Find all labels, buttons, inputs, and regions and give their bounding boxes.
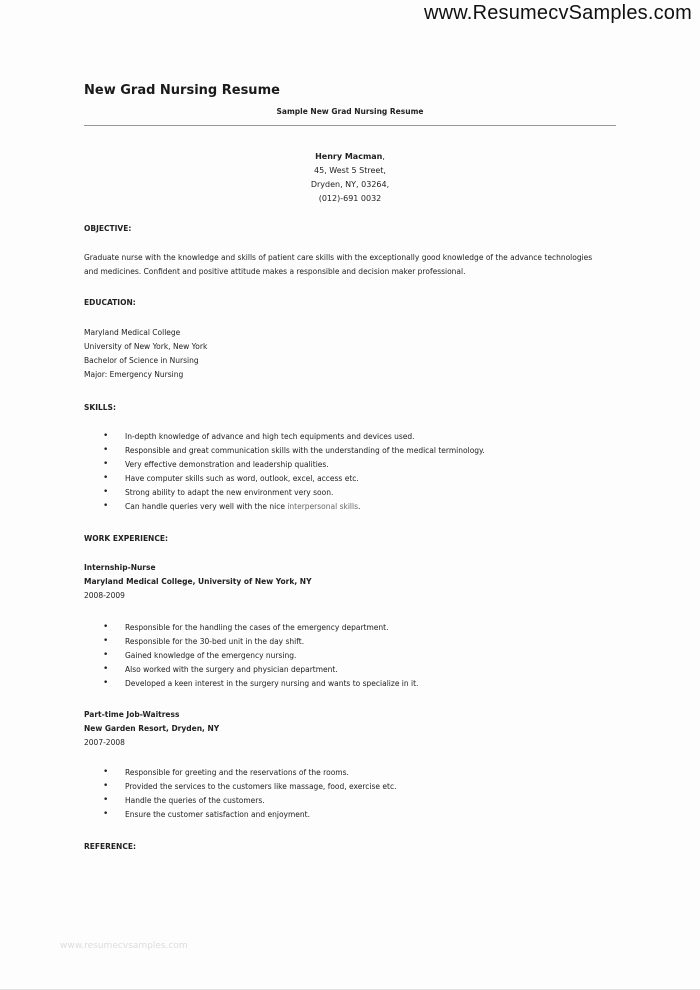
bullet-icon: • <box>103 636 109 646</box>
page-subtitle: Sample New Grad Nursing Resume <box>276 107 424 116</box>
bullet-icon: • <box>103 473 109 483</box>
bullet-icon: • <box>103 622 109 632</box>
education-line: University of New York, New York <box>84 342 208 351</box>
skills-heading: SKILLS: <box>84 403 116 412</box>
site-watermark: www.ResumecvSamples.com <box>423 2 692 24</box>
bullet-icon: • <box>103 501 109 511</box>
bullet-icon: • <box>103 664 109 674</box>
list-item: • In-depth knowledge of advance and high tech equipments and devices used. <box>103 431 415 441</box>
bullet-icon: • <box>103 678 109 688</box>
list-item: • Also worked with the surgery and physician department. <box>103 664 338 674</box>
list-item: • Gained knowledge of the emergency nursing. <box>103 650 297 660</box>
job-duties-list <box>100 766 396 822</box>
list-item: • Can handle queries very well with the nice interpersonal skills. <box>103 501 361 511</box>
job-dates: 2007-2008 <box>84 738 125 747</box>
objective-line-1: Graduate nurse with the knowledge and skills of patient care skills with the exceptionally good knowledge of the advance technologies <box>84 253 593 262</box>
work-experience-heading: WORK EXPERIENCE: <box>84 534 168 543</box>
header-divider <box>84 125 616 126</box>
list-item: • Have computer skills such as word, outlook, excel, access etc. <box>103 473 359 483</box>
contact-address-line-2: Dryden, NY, 03264, <box>310 180 390 189</box>
objective-line-2: and medicines. Confident and positive attitude makes a responsible and decision maker professional. <box>84 267 466 276</box>
job-duties-list <box>100 621 418 691</box>
bullet-icon: • <box>103 650 109 660</box>
list-item: • Ensure the customer satisfaction and enjoyment. <box>103 809 310 819</box>
job-employer: Maryland Medical College, University of New York, NY <box>84 577 312 586</box>
skills-list <box>100 430 485 514</box>
education-line: Major: Emergency Nursing <box>84 370 184 379</box>
job-role: Part-time Job-Waitress <box>84 710 180 719</box>
bullet-icon: • <box>103 445 109 455</box>
list-item: • Responsible for the handling the cases of the emergency department. <box>103 622 389 632</box>
job-dates: 2008-2009 <box>84 591 125 600</box>
contact-name: Henry Macman <box>315 152 383 161</box>
job-role: Internship-Nurse <box>84 563 156 572</box>
footer-watermark: www.resumecvsamples.com <box>60 941 188 951</box>
objective-heading: OBJECTIVE: <box>84 224 132 233</box>
objective-text <box>84 251 624 279</box>
bullet-icon: • <box>103 795 109 805</box>
interpersonal-skills-link[interactable]: interpersonal skills <box>287 502 358 511</box>
education-text <box>84 326 624 382</box>
contact-block: Henry Macman, 45, West 5 Street, Dryden, NY, 03264, (012)-691 0032 <box>0 150 700 206</box>
list-item: • Developed a keen interest in the surgery nursing and wants to specialize in it. <box>103 678 419 688</box>
contact-address-line-1: 45, West 5 Street, <box>314 166 386 175</box>
education-line: Maryland Medical College <box>84 328 181 337</box>
education-heading: EDUCATION: <box>84 298 136 307</box>
list-item: • Responsible and great communication skills with the understanding of the medical terminology. <box>103 445 485 455</box>
job-employer: New Garden Resort, Dryden, NY <box>84 724 220 733</box>
list-item: • Handle the queries of the customers. <box>103 795 265 805</box>
bullet-icon: • <box>103 431 109 441</box>
page-title: New Grad Nursing Resume <box>84 83 280 98</box>
list-item: • Strong ability to adapt the new environment very soon. <box>103 487 334 497</box>
bullet-icon: • <box>103 781 109 791</box>
bullet-icon: • <box>103 767 109 777</box>
job-header <box>84 708 624 750</box>
job-header <box>84 561 624 603</box>
bullet-icon: • <box>103 459 109 469</box>
education-line: Bachelor of Science in Nursing <box>84 356 199 365</box>
bullet-icon: • <box>103 809 109 819</box>
list-item: • Responsible for the 30-bed unit in the day shift. <box>103 636 305 646</box>
bullet-icon: • <box>103 487 109 497</box>
contact-phone: (012)-691 0032 <box>318 194 382 203</box>
list-item: • Responsible for greeting and the reservations of the rooms. <box>103 767 349 777</box>
reference-heading: REFERENCE: <box>84 842 136 851</box>
list-item: • Provided the services to the customers like massage, food, exercise etc. <box>103 781 397 791</box>
list-item: • Very effective demonstration and leadership qualities. <box>103 459 329 469</box>
